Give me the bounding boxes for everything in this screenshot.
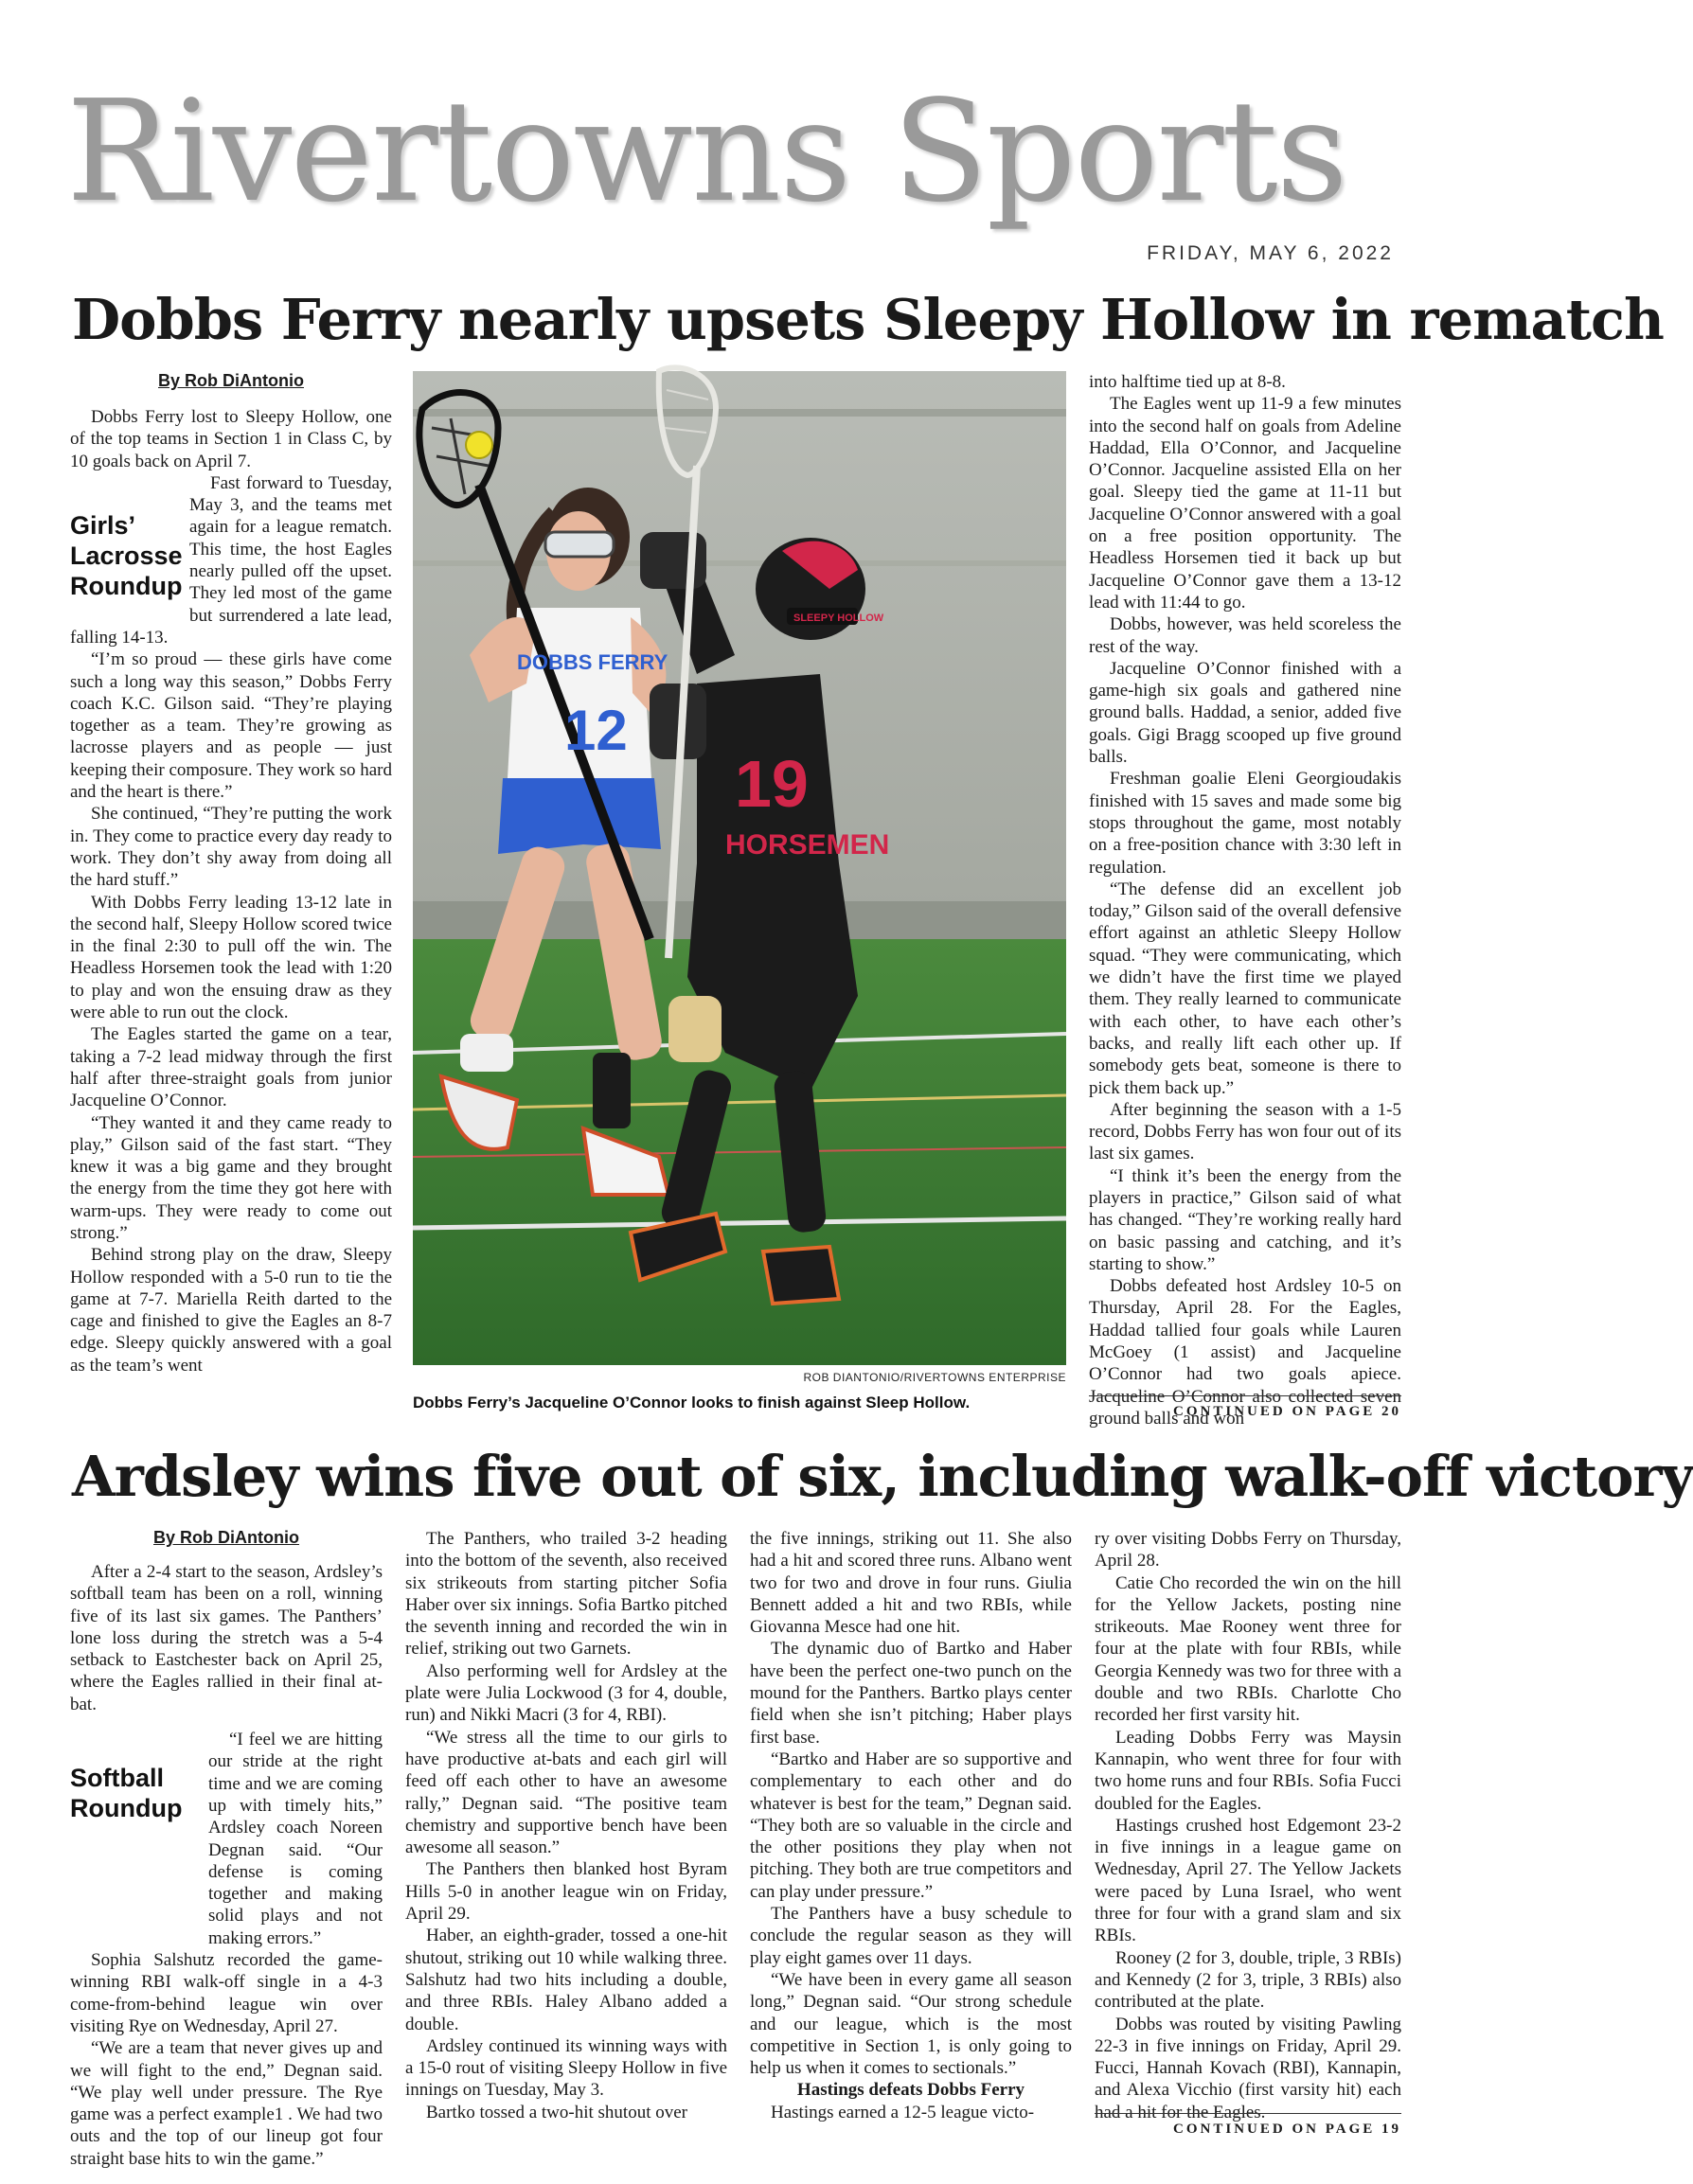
paragraph: The Eagles went up 11-9 a few minutes into the second half on goals from Adeline Haddad, Ella O’Connor, and Jacqueline O’Connor. Jacqueline assisted Ella on her goal. Sleepy tied the game at 11-11 but Jacqueline O’Connor answered with a goal on a free position opportunity. The Headless Horsemen tied it back up but Jacqueline O’Connor gave them a 13-12 lead with 11:44 to go. (1089, 394, 1401, 613)
paragraph: Ardsley continued its winning ways with a 15-0 rout of visiting Sleepy Hollow in five innings on Tuesday, May 3. (405, 2035, 727, 2101)
story1-paragraph: into halftime tied up at 8-8. (1089, 372, 1286, 392)
paragraph: Leading Dobbs Ferry was Maysin Kannapin, who went three for four with two home runs and four RBIs. Sofia Fucci doubled for the Eagles. (1095, 1727, 1401, 1814)
story1-byline: By Rob DiAntonio (158, 371, 304, 390)
story1-paragraph: Fast forward to Tuesday, May 3, and the teams met again for a league rematch. This time, the host Eagles nearly pulled off the upset. They led most of the game but surrendered a late lead, falling 14-13. (70, 472, 392, 648)
story2-column-4 (1095, 1528, 1401, 2122)
photo-credit: ROB DIANTONIO/RIVERTOWNS ENTERPRISE (803, 1371, 1066, 1384)
paragraph: “The defense did an excellent job today,” Gilson said of the overall defensive effort against an athletic Sleepy Hollow squad. “They were communicating, which we didn’t have the first time we played them. They really learned to communicate with each other, to have each other’s backs, and really lift each other up. If somebody gets beat, someone is there to pick them back up.” (1089, 879, 1401, 1098)
jersey-front-text: DOBBS FERRY (517, 650, 668, 674)
paragraph: Also performing well for Ardsley at the plate were Julia Lockwood (3 for 4, double, run) and Nikki Macri (3 for 4, RBI). (405, 1660, 727, 1726)
story2-continued: CONTINUED ON PAGE 19 (1095, 2113, 1401, 2138)
paragraph: The dynamic duo of Bartko and Haber have been the perfect one-two punch on the mound for the Panthers. Bartko plays center field when she isn’t pitching; Haber plays first base. (750, 1639, 1072, 1748)
paragraph: “I think it’s been the energy from the players in practice,” Gilson said of what has changed. “They’re working really hard on basic passing and catching, and it’s starting to show.” (1089, 1165, 1401, 1274)
story2-headline: Ardsley wins five out of six, including walk-off victory (72, 1444, 1693, 1509)
jersey-back-text: HORSEMEN (725, 829, 890, 861)
paragraph: “We have been in every game all season long,” Degnan said. “Our strong schedule and our league, which is the most competitive in Section 1, is only going to help us when it comes to sectionals.” (750, 1969, 1072, 2079)
paragraph: The Panthers have a busy schedule to conclude the regular season as they will play eight games over 11 days. (750, 1904, 1072, 1968)
paragraph: Dobbs was routed by visiting Pawling 22-3 in five innings on Friday, April 29. Fucci, Hannah Kovach (RBI), Kannapin, and Alexa Vicchio (first varsity hit) each had a hit for the Eagles. (1095, 2014, 1401, 2122)
paragraph: With Dobbs Ferry leading 13-12 late in the second half, Sleepy Hollow scored twice in the final 2:30 to pull off the win. The Headless Horsemen took the lead with 1:20 to play and won the ensuing draw as they were able to run out the clock. (70, 892, 392, 1023)
photo-caption: Dobbs Ferry’s Jacqueline O’Connor looks to finish against Sleep Hollow. (413, 1394, 971, 1412)
story1-kicker: Girls’ Lacrosse Roundup (70, 510, 183, 600)
paragraph: Jacqueline O’Connor finished with a game-high six goals and gathered nine ground balls. Haddad, a senior, added five goals. Gigi Bragg scooped up five ground balls. (1089, 658, 1401, 768)
story2-column-2 (405, 1528, 727, 2124)
paragraph: Behind strong play on the draw, Sleepy Hollow responded with a 5-0 run to tie the game at 7-7. Mariella Reith darted to the cage and finished to give the Eagles an 8-7 edge. Sleepy quickly answered with a goal as the team’s went (70, 1245, 392, 1376)
story2-kicker-box (70, 1763, 195, 1943)
paragraph: Rooney (2 for 3, double, triple, 3 RBIs) and Kennedy (2 for 3, triple, 3 RBIs) also contributed at the plate. (1095, 1947, 1401, 2013)
paragraph: Hastings crushed host Edgemont 23-2 in five innings in a league game on Wednesday, April 27. The Yellow Jackets were paced by Luna Israel, who went three for four with a grand slam and six RBIs. (1095, 1815, 1401, 1946)
paragraph: The Eagles started the game on a tear, taking a 7-2 lead midway through the first half after three-straight goals from junior Jacqueline O’Connor. (70, 1024, 392, 1111)
paragraph: Dobbs defeated host Ardsley 10-5 on Thursday, April 28. For the Eagles, Haddad tallied four goals while Lauren McGoey (1 assist) and Jacqueline O’Connor had two goals apiece. Jacqueline O’Connor also collected seven ground balls and won (1089, 1276, 1401, 1429)
paragraph: “We stress all the time to our girls to have productive at-bats and each girl will feed off each other to have an awesome rally,” Degnan said. “The positive team chemistry and supportive bench have been awesome all season.” (405, 1727, 727, 1858)
paragraph: She continued, “They’re putting the work in. They come to practice every day ready to work. They don’t shy away from doing all the hard stuff.” (70, 804, 392, 891)
paragraph: “I’m so proud — these girls have come such a long way this season,” Dobbs Ferry coach K.C. Gilson said. “They’re playing together as a team. They’re growing as lacrosse players and as people — just keeping their composure. They work so hard and the heart is there.” (70, 649, 392, 803)
jersey-back-number: 19 (735, 747, 809, 821)
story2-column-2-body (405, 1528, 727, 2124)
story1-column-1 (70, 371, 392, 1392)
story2-column-1-body (70, 1949, 383, 2170)
paragraph: The Panthers, who trailed 3-2 heading into the bottom of the seventh, also received six strikeouts from starting pitcher Sofia Haber over six innings. Sofia Bartko pitched the seventh inning and recorded the win in relief, striking out two Garnets. (405, 1529, 727, 1660)
story2-byline: By Rob DiAntonio (153, 1528, 299, 1547)
story2-kicker: Softball Roundup (70, 1764, 183, 1823)
helmet-text: SLEEPY HOLLOW (793, 613, 884, 624)
paragraph: Haber, an eighth-grader, tossed a one-hit shutout, striking out 10 while walking three. Salshutz had two hits including a double, and three RBIs. Haley Albano added a double. (405, 1926, 727, 2034)
story2-column-1 (70, 1528, 383, 2169)
paragraph: “Bartko and Haber are so supportive and complementary to each other and do whatever is best for the team,” Degnan said. “They both are so valuable in the circle and the other positions they play when not pitching. They both are true competitors and can play under pressure.” (750, 1749, 1072, 1902)
story2-column-4-body (1095, 1572, 1401, 2123)
story1-continued: CONTINUED ON PAGE 20 (1089, 1395, 1401, 1420)
lacrosse-action-photo (413, 371, 1066, 1365)
story1-photo (413, 371, 1066, 1365)
paragraph: Freshman goalie Eleni Georgioudakis finished with 15 saves and made some big stops throughout the game, most notably on a free-position chance with 3:30 left in regulation. (1089, 769, 1401, 878)
issue-date: FRIDAY, MAY 6, 2022 (1147, 242, 1394, 264)
paragraph: Dobbs, however, was held scoreless the rest of the way. (1089, 614, 1401, 657)
paragraph: “They wanted it and they came ready to play,” Gilson said of the fast start. “They knew it was a big game and they brought the energy from the time they got here with warm-ups. They were ready to come out strong.” (70, 1112, 392, 1243)
story2-paragraph: Hastings earned a 12-5 league victo- (771, 2102, 1035, 2122)
paragraph: Bartko tossed a two-hit shutout over (426, 2102, 687, 2122)
paragraph: Catie Cho recorded the win on the hill for the Yellow Jackets, posting nine strikeouts. Mae Rooney went three for four at the plate with four RBIs, while Georgia Kennedy was two for three with a double and two RBIs. Charlotte Cho recorded her first varsity hit. (1095, 1572, 1401, 1726)
story1-kicker-box (70, 510, 183, 601)
story2-paragraph: After a 2-4 start to the season, Ardsley’s softball team has been on a roll, winning five of its last six games. The Panthers’ lone loss during the stretch was a 5-4 setback to Eastchester back on April 25, where the Eagles rallied in their final at-bat. (70, 1562, 383, 1714)
paragraph: The Panthers then blanked host Byram Hills 5-0 in another league win on Friday, April 29. (405, 1859, 727, 1925)
story2-column-3-body (750, 1638, 1072, 2079)
story2-paragraph: the five innings, striking out 11. She also had a hit and scored three runs. Albano went two for two and drove in four runs. Giulia Bennett added a hit and two RBIs, while Giovanna Mesce had one hit. (750, 1529, 1072, 1638)
paragraph: Sophia Salshutz recorded the game-winning RBI walk-off single in a 4-3 come-from-behind league win over visiting Rye on Wednesday, April 27. (70, 1950, 383, 2036)
story2-paragraph: ry over visiting Dobbs Ferry on Thursday, April 28. (1095, 1529, 1401, 1571)
story1-column-3-body (1089, 393, 1401, 1429)
jersey-front-number: 12 (564, 699, 628, 762)
story1-paragraph: Dobbs Ferry lost to Sleepy Hollow, one of the top teams in Section 1 in Class C, by 10 goals back on April 7. (70, 407, 392, 471)
paragraph: “We are a team that never gives up and we will fight to the end,” Degnan said. “We play well under pressure. The Rye game was a perfect example1 . We had two outs and the top of our lineup got four straight base hits to win the game.” (70, 2038, 383, 2169)
story2-column-3 (750, 1528, 1072, 2134)
story2-subhead: Hastings defeats Dobbs Ferry (796, 2080, 1025, 2101)
story1-column-1-body (70, 648, 392, 1376)
story2-paragraph: “I feel we are hitting our stride at the right time and we are coming up with timely hits,” Ardsley coach Noreen Degnan said. “Our defense is coming together and making solid plays and not making errors.” (208, 1730, 383, 1948)
paragraph: After beginning the season with a 1-5 record, Dobbs Ferry has won four out of its last six games. (1089, 1099, 1401, 1164)
story1-headline: Dobbs Ferry nearly upsets Sleepy Hollow in rematch (72, 287, 1664, 352)
masthead-title: Rivertowns Sports (66, 70, 1346, 233)
